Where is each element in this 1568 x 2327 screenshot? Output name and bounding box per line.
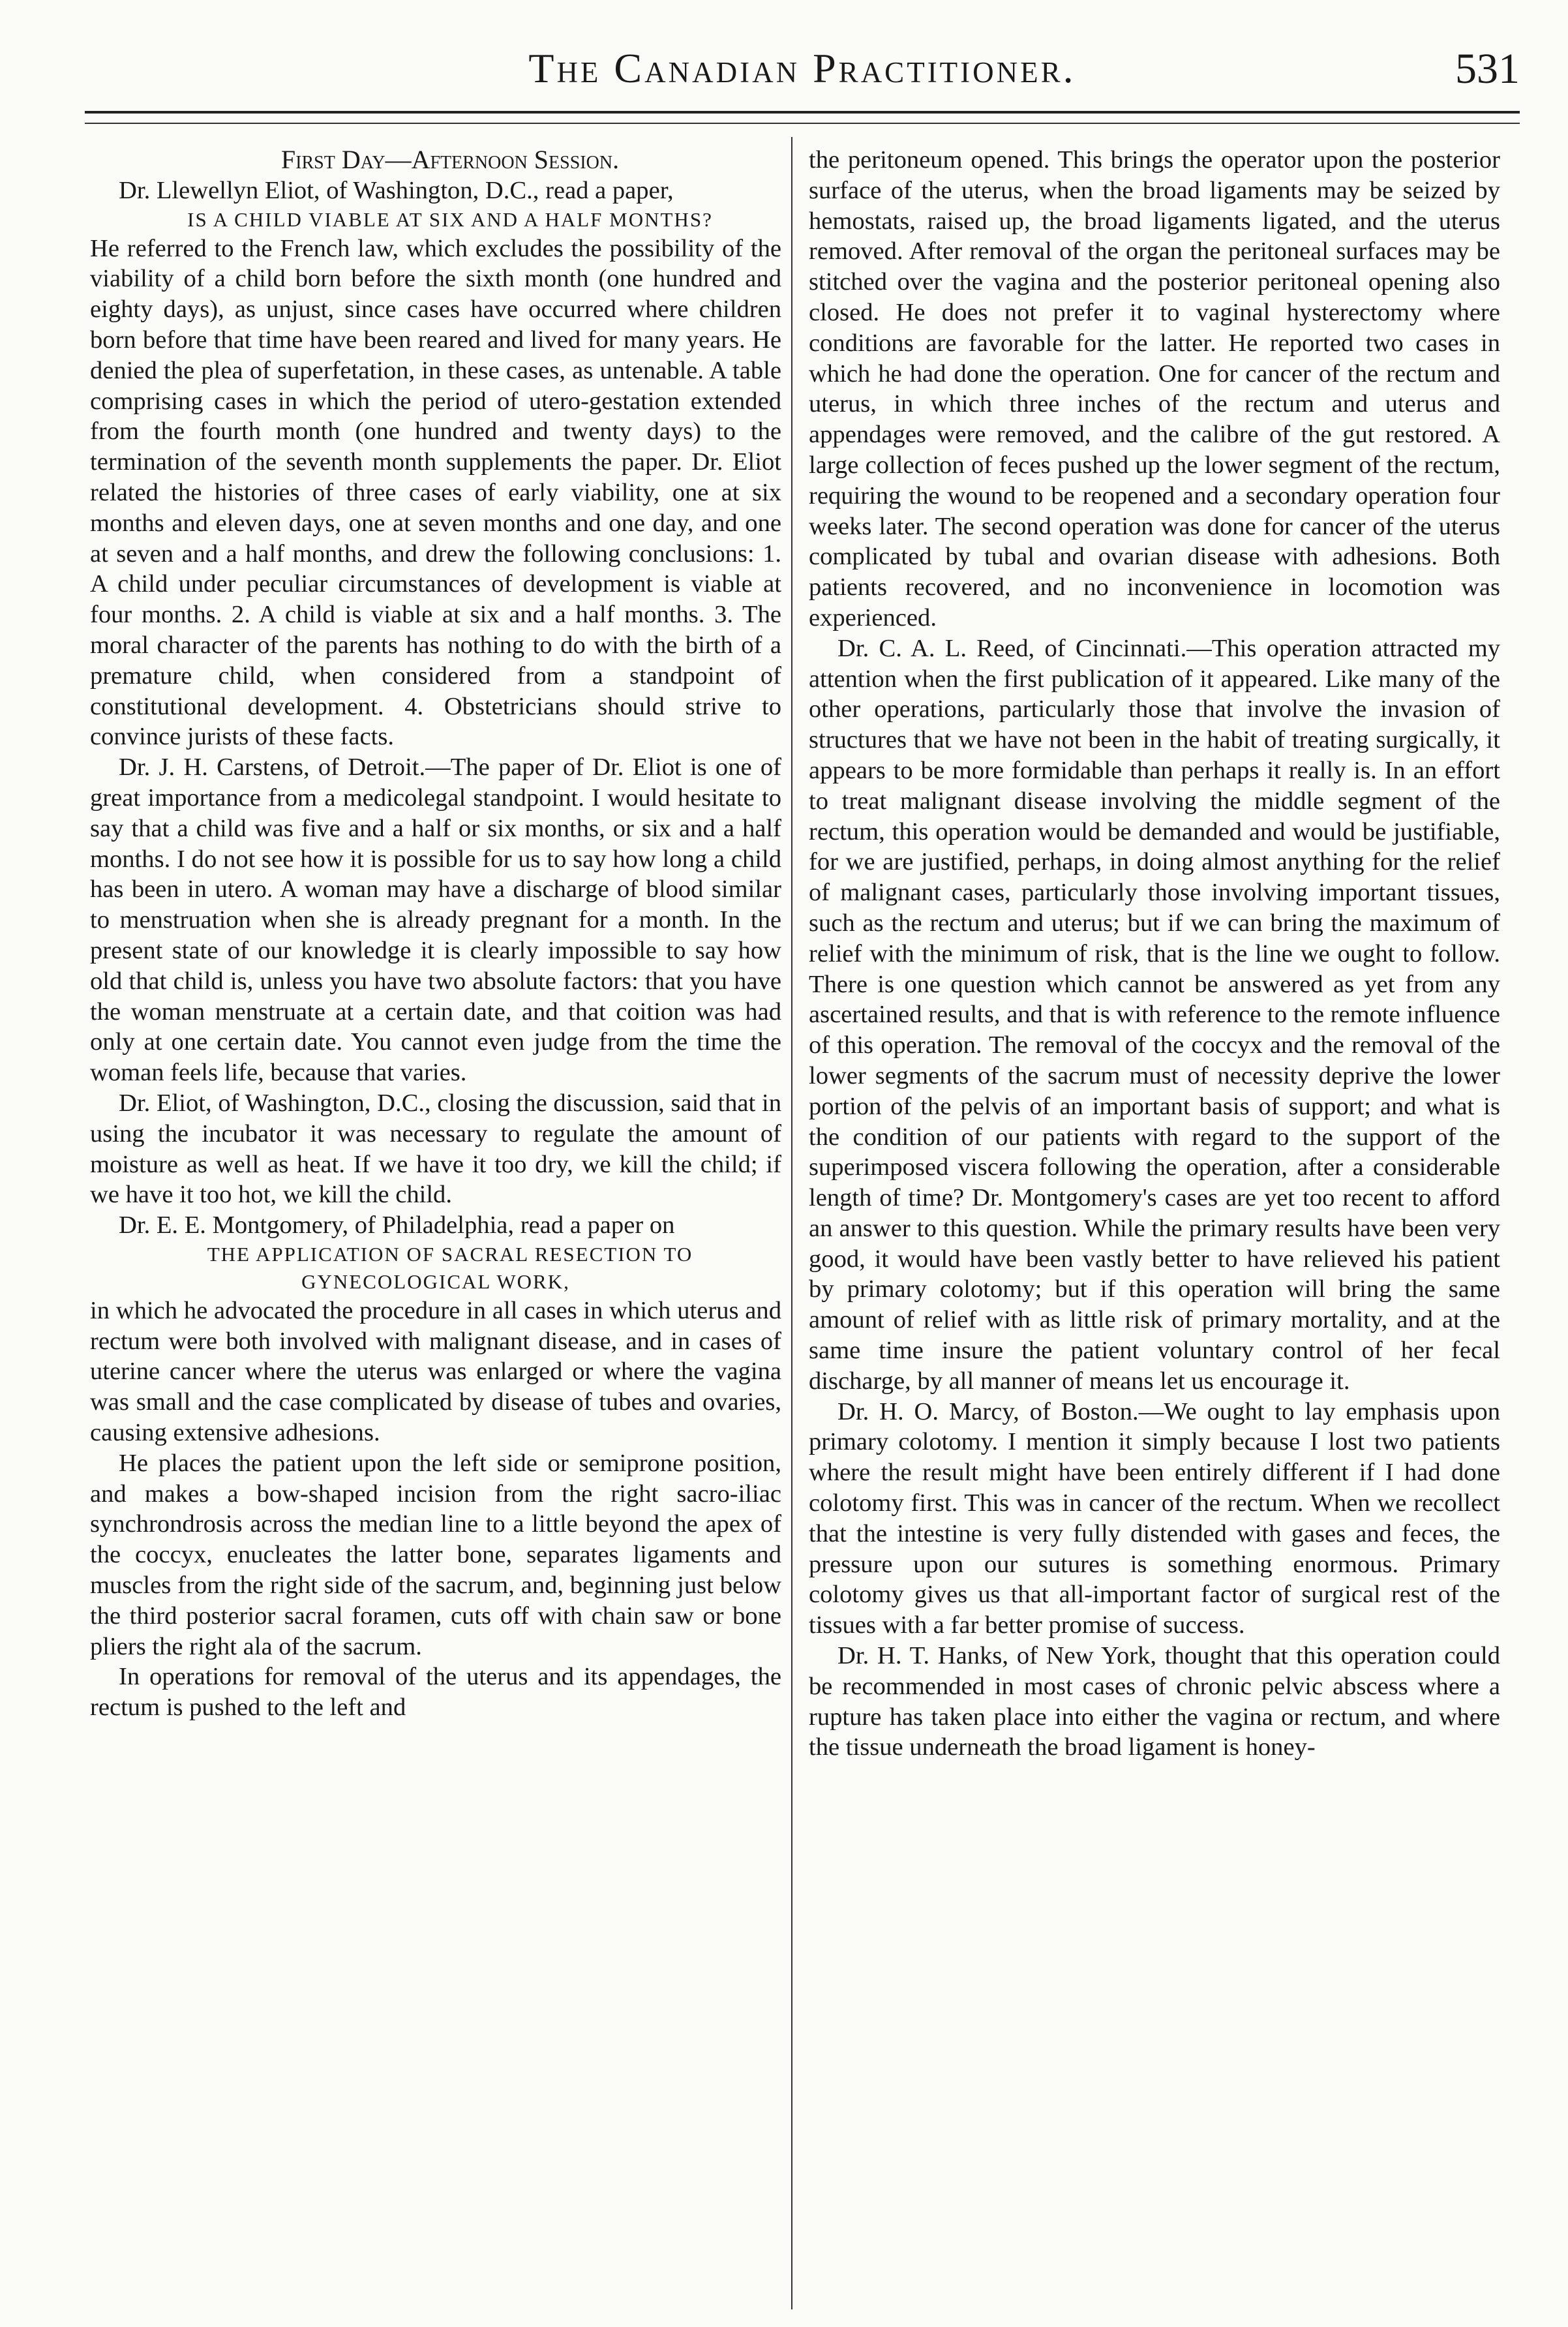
paragraph: the peritoneum opened. This brings the operator upon the posterior surface of the uterus, when the broad ligaments may be seized by hemostats, raised up, the broad ligaments ligated, and the uterus removed. After removal of the organ the peritoneal surfaces may be stitched over the vagina and the posterior peritoneal opening also closed. He does not prefer it to vaginal hysterectomy where conditions are favorable for the latter. He reported two cases in which he had done the operation. One for cancer of the rectum and uterus, in which three inches of the rectum and uterus and appendages were removed, and the calibre of the gut restored. A large collection of feces pushed up the lower segment of the rectum, requiring the wound to be reopened and a secondary operation four weeks later. The second operation was done for cancer of the uterus complicated by tubal and ovarian disease with adhesions. Both patients recovered, and no inconvenience in locomotion was experienced. <box>809 146 1500 631</box>
right-column <box>809 145 1500 1763</box>
paragraph: Dr. Llewellyn Eliot, of Washington, D.C., read a paper, <box>119 176 674 204</box>
paragraph: in which he advocated the procedure in all cases in which uterus and rectum were both involved with malignant disease, and in cases of uterine cancer where the uterus was enlarged or where the vagina was small and the case complicated by disease of tubes and ovaries, causing extensive adhesions. <box>90 1296 781 1447</box>
paragraph: Dr. C. A. L. Reed, of Cincinnati.—This operation attracted my attention when the first publication of it appeared. Like many of the other operations, particularly those that involve the invasion of structures that we have not been in the habit of treating surgically, it appears to be more formidable than perhaps it really is. In an effort to treat malignant disease involving the middle segment of the rectum, this operation would be demanded and would be justifiable, for we are justified, perhaps, in doing almost anything for the relief of malignant cases, particularly those involving important tissues, such as the rectum and uterus; but if we can bring the maximum of relief with the minimum of risk, that is the line we ought to follow. There is one question which cannot be answered as yet from any ascertained results, and that is with reference to the remote influence of this operation. The removal of the coccyx and the removal of the lower segments of the sacrum must of necessity deprive the lower portion of the pelvis of an important basis of support; and what is the condition of our patients with regard to the support of the superimposed viscera following the operation, after a considerable length of time? Dr. Montgomery's cases are yet too recent to afford an answer to this question. While the primary results have been very good, it would have been vastly better to have relieved his patient by primary colotomy; but if this operation will bring the same amount of relief with as little risk of primary mortality, and at the same time insure the patient voluntary control of her fecal discharge, by all manner of means let us encourage it. <box>809 634 1500 1395</box>
paragraph: In operations for removal of the uterus and its appendages, the rectum is pushed to the left and <box>90 1663 781 1722</box>
journal-title: The Canadian Practitioner. <box>528 45 1076 91</box>
paragraph: Dr. H. O. Marcy, of Boston.—We ought to lay emphasis upon primary colotomy. I mention it simply because I lost two patients where the result might have been entirely different if I had done colotomy first. This was in cancer of the rectum. When we recollect that the intestine is very fully distended with gases and feces, the pressure upon our sutures is something enormous. Primary colotomy gives us that all-important factor of surgical rest of the tissues with a far better promise of success. <box>809 1397 1500 1639</box>
paragraph: Dr. E. E. Montgomery, of Philadelphia, read a paper on <box>119 1211 675 1240</box>
paper-title: THE APPLICATION OF SACRAL RESECTION TO GYNECOLOGICAL WORK, <box>207 1242 693 1293</box>
paragraph: He places the patient upon the left side or semiprone position, and makes a bow-shaped incision from the right sacro-iliac synchrondrosis across the median line to a little beyond the apex of the coccyx, enucleates the latter bone, separates ligaments and muscles from the right side of the sacrum, and, beginning just below the third posterior sacral foramen, cuts off with chain saw or bone pliers the right ala of the sacrum. <box>90 1449 781 1660</box>
paper-title: IS A CHILD VIABLE AT SIX AND A HALF MONTHS? <box>187 207 713 231</box>
page-number: 531 <box>1455 45 1520 93</box>
left-column <box>90 145 781 1723</box>
header-rule-secondary <box>85 123 1520 124</box>
column-divider <box>791 137 792 2309</box>
session-heading: First Day—Afternoon Session. <box>280 145 620 174</box>
paragraph: Dr. H. T. Hanks, of New York, thought that this operation could be recommended in most cases of chronic pelvic abscess where a rupture has taken place into either the vagina or rectum, and where the tissue underneath the broad ligament is honey- <box>809 1642 1500 1761</box>
paragraph: He referred to the French law, which excludes the possibility of the viability of a child born before the sixth month (one hundred and eighty days), as unjust, since cases have occurred where children born before that time have been reared and lived for many years. He denied the plea of superfetation, in these cases, as untenable. A table comprising cases in which the period of utero-gestation extended from the fourth month (one hundred and twenty days) to the termination of the seventh month supplements the paper. Dr. Eliot related the histories of three cases of early viability, one at six months and eleven days, one at seven months and one day, and one at seven and a half months, and drew the following conclusions: 1. A child under peculiar circumstances of development is viable at four months. 2. A child is viable at six and a half months. 3. The moral character of the parents has nothing to do with the birth of a premature child, when considered from a standpoint of constitutional development. 4. Obstetricians should strive to convince jurists of these facts. <box>90 234 781 751</box>
running-head <box>85 38 1520 116</box>
header-rule <box>85 111 1520 114</box>
paragraph: Dr. Eliot, of Washington, D.C., closing the discussion, said that in using the incubator it was necessary to regulate the amount of moisture as well as heat. If we have it too dry, we kill the child; if we have it too hot, we kill the child. <box>90 1089 781 1209</box>
paragraph: Dr. J. H. Carstens, of Detroit.—The paper of Dr. Eliot is one of great importance from a medicolegal standpoint. I would hesitate to say that a child was five and a half or six months, or six and a half months. I do not see how it is possible for us to say how long a child has been in utero. A woman may have a discharge of blood similar to menstruation when she is already pregnant for a month. In the present state of our knowledge it is clearly impossible to say how old that child is, unless you have two absolute factors: that you have the woman menstruate at a certain date, and that coition was had only at one certain date. You cannot even judge from the time the woman feels life, because that varies. <box>90 753 781 1087</box>
